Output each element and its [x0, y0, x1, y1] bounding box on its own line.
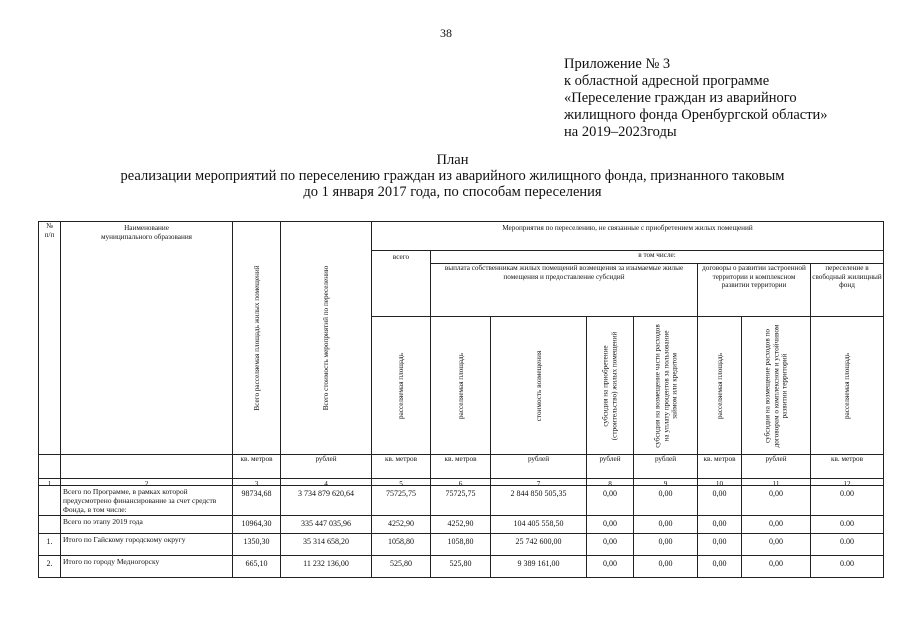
header-v-area-12: расселяемая площадь: [842, 352, 851, 419]
row-number: [38, 515, 61, 534]
row-value: 0,00: [633, 515, 698, 534]
row-value: 525,80: [430, 555, 491, 578]
header-v-area-12-cell: [810, 316, 884, 455]
column-number: 9: [633, 478, 698, 486]
column-number: 11: [741, 478, 811, 486]
column-number: 2: [60, 478, 233, 486]
header-incl: в том числе:: [430, 250, 884, 264]
row-value: 4252,90: [371, 515, 431, 534]
header-v-cost: стоимость возмещения: [534, 350, 543, 421]
row-name: Всего по Программе, в рамках которой предусмотрено финансирование за счет средств Фонда, в том числе:: [60, 485, 233, 516]
row-value: 0.00: [810, 555, 884, 578]
column-number: 6: [430, 478, 491, 486]
row-value: 2 844 850 505,35: [490, 485, 587, 516]
row-value: 0,00: [741, 555, 811, 578]
header-v-cost-cell: [490, 316, 587, 455]
row-value: 0,00: [697, 485, 742, 516]
row-value: 75725,75: [371, 485, 431, 516]
unit-label: рублей: [280, 454, 372, 479]
plan-subtitle-line1: реализации мероприятий по переселению граждан из аварийного жилищного фонда, признанного таковым: [120, 168, 785, 184]
row-value: 335 447 035,96: [280, 515, 372, 534]
header-v-sub1: субсидия на приобретение (строительство) жилых помещений: [601, 331, 618, 440]
header-v-area-10-cell: [697, 316, 742, 455]
unit-label: рублей: [633, 454, 698, 479]
row-value: 25 742 600,00: [490, 533, 587, 556]
appendix-line: жилищного фонда Оренбургской области»: [564, 107, 828, 123]
header-total-area-cell: [232, 221, 281, 455]
row-value: 0,00: [586, 515, 634, 534]
column-number: 3: [232, 478, 281, 486]
page-number: 38: [440, 26, 452, 40]
header-group: Мероприятия по переселению, не связанные с приобретением жилых помещений: [371, 221, 884, 251]
row-value: 98734,68: [232, 485, 281, 516]
column-number: 8: [586, 478, 634, 486]
column-number: 5: [371, 478, 431, 486]
row-value: 75725,75: [430, 485, 491, 516]
row-value: 665,10: [232, 555, 281, 578]
header-free: переселение в свободный жилищный фонд: [810, 263, 884, 317]
row-value: 0,00: [697, 515, 742, 534]
row-number: 2.: [38, 555, 61, 578]
header-payment: выплата собственникам жилых помещений возмещения за изымаемые жилые помещения и предоставление субсидий: [430, 263, 698, 317]
header-v-sub2: субсидия на возмещение части расходов на уплату процентов за пользование займом или кредитом: [652, 323, 678, 448]
row-value: 0,00: [741, 515, 811, 534]
header-v-sub2-cell: [633, 316, 698, 455]
column-number: 4: [280, 478, 372, 486]
row-number: [38, 485, 61, 516]
unit-label: кв. метров: [371, 454, 431, 479]
unit-label: рублей: [741, 454, 811, 479]
row-value: 1058,80: [430, 533, 491, 556]
row-name: Итого по Гайскому городскому округу: [60, 533, 233, 556]
header-vsego: всего: [371, 250, 431, 317]
column-number: 10: [697, 478, 742, 486]
row-value: 35 314 658,20: [280, 533, 372, 556]
row-value: 0,00: [586, 555, 634, 578]
unit-label: кв. метров: [430, 454, 491, 479]
header-v-area-5-cell: [371, 316, 431, 455]
column-number: 12: [810, 478, 884, 486]
units-cell-empty: [38, 454, 61, 479]
unit-label: кв. метров: [810, 454, 884, 479]
appendix-line: к областной адресной программе: [564, 73, 770, 89]
plan-subtitle-line2: до 1 января 2017 года, по способам переселения: [303, 184, 602, 200]
row-value: 0.00: [810, 533, 884, 556]
header-name: Наименование муниципального образования: [60, 221, 233, 455]
row-value: 9 389 161,00: [490, 555, 587, 578]
row-value: 11 232 136,00: [280, 555, 372, 578]
appendix-header: [564, 56, 828, 141]
header-v-sub1-cell: [586, 316, 634, 455]
units-cell-empty: [60, 454, 233, 479]
header-v-area-10: расселяемая площадь: [715, 352, 724, 419]
row-value: 0,00: [633, 555, 698, 578]
column-number: 7: [490, 478, 587, 486]
row-value: 10964,30: [232, 515, 281, 534]
header-total-cost-cell: [280, 221, 372, 455]
row-value: 3 734 879 620,64: [280, 485, 372, 516]
unit-label: рублей: [586, 454, 634, 479]
row-name: Итого по городу Медногорску: [60, 555, 233, 578]
header-v-sub3-cell: [741, 316, 811, 455]
header-v-sub3: субсидия на возмещение расходов по договорам о комплексном и устойчивом развитии территорий: [763, 324, 789, 447]
row-value: 0.00: [810, 515, 884, 534]
appendix-line: на 2019–2023годы: [564, 124, 677, 140]
column-number: 1: [38, 478, 61, 486]
row-value: 525,80: [371, 555, 431, 578]
appendix-line: Приложение № 3: [564, 56, 671, 72]
appendix-line: «Переселение граждан из аварийного: [564, 90, 797, 106]
row-value: 0,00: [741, 485, 811, 516]
unit-label: кв. метров: [232, 454, 281, 479]
row-value: 1350,30: [232, 533, 281, 556]
row-value: 0,00: [697, 533, 742, 556]
row-value: 0,00: [633, 485, 698, 516]
row-value: 0,00: [697, 555, 742, 578]
row-value: 4252,90: [430, 515, 491, 534]
header-num: № п/п: [38, 221, 61, 455]
header-v-area-6: расселяемая площадь: [456, 352, 465, 419]
row-value: 0,00: [586, 533, 634, 556]
row-value: 104 405 558,50: [490, 515, 587, 534]
header-v-area-5: расселяемая площадь: [396, 352, 405, 419]
row-value: 0.00: [810, 485, 884, 516]
unit-label: рублей: [490, 454, 587, 479]
plan-title: План: [436, 152, 469, 168]
row-value: 0,00: [586, 485, 634, 516]
row-number: 1.: [38, 533, 61, 556]
row-name: Всего по этапу 2019 года: [60, 515, 233, 534]
unit-label: кв. метров: [697, 454, 742, 479]
header-v-area-6-cell: [430, 316, 491, 455]
header-total-area: Всего расселяемая площадь жилых помещений: [252, 265, 261, 411]
header-total-cost: Всего стоимость мероприятий по переселению: [321, 265, 330, 411]
row-value: 0,00: [633, 533, 698, 556]
row-value: 0,00: [741, 533, 811, 556]
header-dogovor: договоры о развитии застроенной территории и комплексном развитии территории: [697, 263, 811, 317]
row-value: 1058,80: [371, 533, 431, 556]
